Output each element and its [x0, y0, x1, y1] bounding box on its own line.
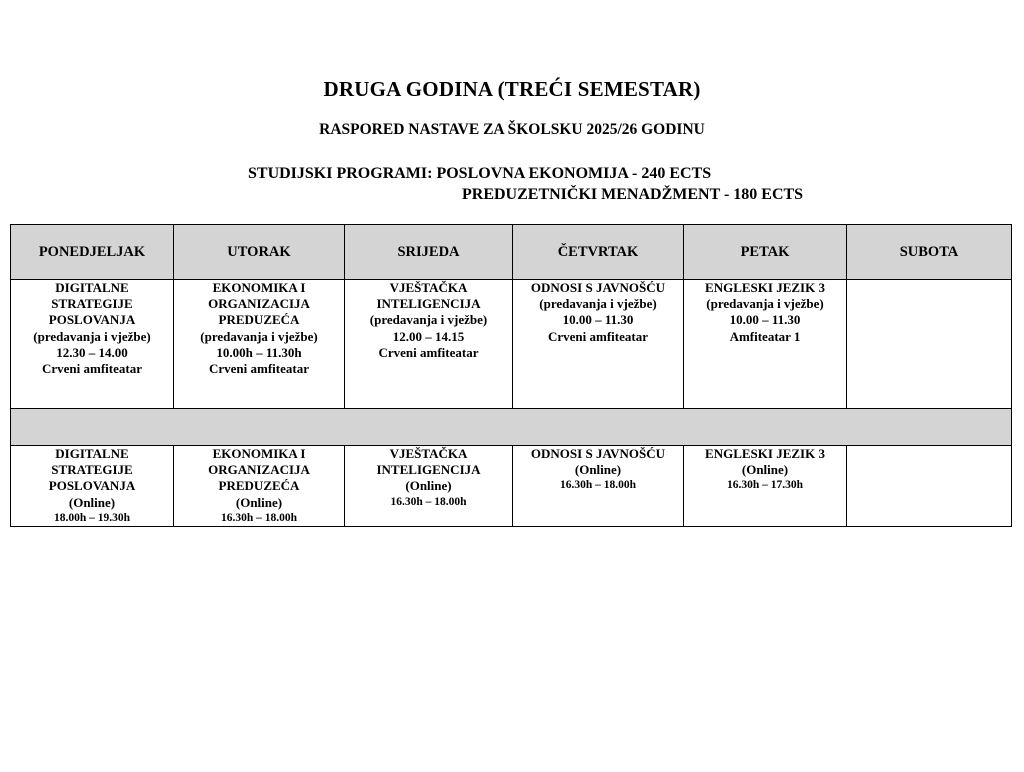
cell-line: ODNOSI S JAVNOŠĆU [530, 280, 666, 295]
cell-line: PREDUZEĆA [218, 312, 300, 328]
cell-line: (Online) [235, 494, 283, 510]
study-programs [248, 163, 803, 205]
cell-line: STRATEGIJE [51, 296, 133, 312]
cell-line: POSLOVANJA [48, 478, 136, 494]
cell-line: (Online) [574, 462, 622, 478]
schedule-cell [513, 280, 684, 409]
cell-line: 10.00h – 11.30h [216, 344, 302, 360]
cell-line: Crveni amfiteatar [548, 328, 648, 344]
cell-line: Amfiteatar 1 [729, 328, 801, 344]
cell-line: ORGANIZACIJA [208, 296, 310, 312]
cell-line: INTELIGENCIJA [376, 462, 481, 478]
page-subtitle: RASPORED NASTAVE ZA ŠKOLSKU 2025/26 GODINU [319, 121, 705, 138]
cell-line: EKONOMIKA I [212, 280, 306, 295]
day-header: PETAK [684, 225, 847, 280]
cell-line: Crveni amfiteatar [378, 344, 479, 360]
cell-time: 18.00h – 19.30h [53, 511, 131, 524]
schedule-cell [11, 446, 174, 527]
cell-line: ODNOSI S JAVNOŠĆU [530, 446, 666, 461]
cell-line: 10.00 – 11.30 [729, 312, 801, 328]
cell-time: 16.30h – 18.00h [559, 479, 637, 492]
schedule-cell-empty [847, 446, 1012, 527]
cell-time: 16.30h – 17.30h [726, 479, 804, 492]
cell-line: (predavanja i vježbe) [369, 312, 488, 328]
schedule-cell [345, 280, 513, 409]
cell-line: DIGITALNE [55, 446, 129, 461]
cell-line: STRATEGIJE [51, 462, 133, 478]
day-header: SRIJEDA [345, 225, 513, 280]
cell-line: Crveni amfiteatar [209, 361, 309, 377]
cell-time: 16.30h – 18.00h [390, 495, 467, 508]
day-header: SUBOTA [847, 225, 1012, 280]
schedule-table [10, 224, 1012, 527]
cell-line: VJEŠTAČKA [389, 280, 468, 295]
cell-line: PREDUZEĆA [218, 478, 300, 494]
cell-line: 12.00 – 14.15 [392, 328, 465, 344]
cell-line: (Online) [741, 462, 789, 478]
schedule-cell-empty [847, 280, 1012, 409]
cell-line: 12.30 – 14.00 [56, 344, 128, 360]
schedule-cell [174, 280, 345, 409]
lecture-row [11, 280, 1012, 409]
page-title: DRUGA GODINA (TREĆI SEMESTAR) [323, 77, 701, 101]
cell-line: (Online) [68, 494, 116, 510]
schedule-cell [345, 446, 513, 527]
schedule-cell [11, 280, 174, 409]
schedule-cell [684, 280, 847, 409]
programs-line-2: PREDUZETNIČKI MENADŽMENT - 180 ECTS [462, 186, 804, 203]
cell-line: Crveni amfiteatar [42, 361, 142, 377]
cell-line: 10.00 – 11.30 [562, 312, 634, 328]
cell-line: INTELIGENCIJA [376, 296, 481, 312]
schedule-cell [174, 446, 345, 527]
day-header-row [11, 225, 1012, 280]
online-row [11, 446, 1012, 527]
cell-line: ORGANIZACIJA [208, 462, 310, 478]
cell-line: (predavanja i vježbe) [200, 328, 318, 344]
cell-line: (predavanja i vježbe) [539, 296, 657, 312]
cell-line: (Online) [405, 478, 452, 494]
cell-line: DIGITALNE [55, 280, 129, 295]
day-header: PONEDJELJAK [11, 225, 174, 280]
separator-row [11, 409, 1012, 446]
programs-line-1: STUDIJSKI PROGRAMI: POSLOVNA EKONOMIJA - 240 ECTS [248, 165, 712, 182]
day-header: UTORAK [174, 225, 345, 280]
cell-line: POSLOVANJA [48, 312, 136, 328]
separator-cell [11, 409, 1012, 446]
schedule-cell [684, 446, 847, 527]
cell-line: ENGLESKI JEZIK 3 [705, 280, 825, 295]
day-header: ČETVRTAK [513, 225, 684, 280]
cell-line: EKONOMIKA I [212, 446, 306, 461]
cell-line: (predavanja i vježbe) [33, 328, 151, 344]
cell-line: (predavanja i vježbe) [706, 296, 824, 312]
schedule-cell [513, 446, 684, 527]
cell-time: 16.30h – 18.00h [220, 511, 298, 524]
cell-line: ENGLESKI JEZIK 3 [705, 446, 825, 461]
cell-line: VJEŠTAČKA [389, 446, 468, 461]
